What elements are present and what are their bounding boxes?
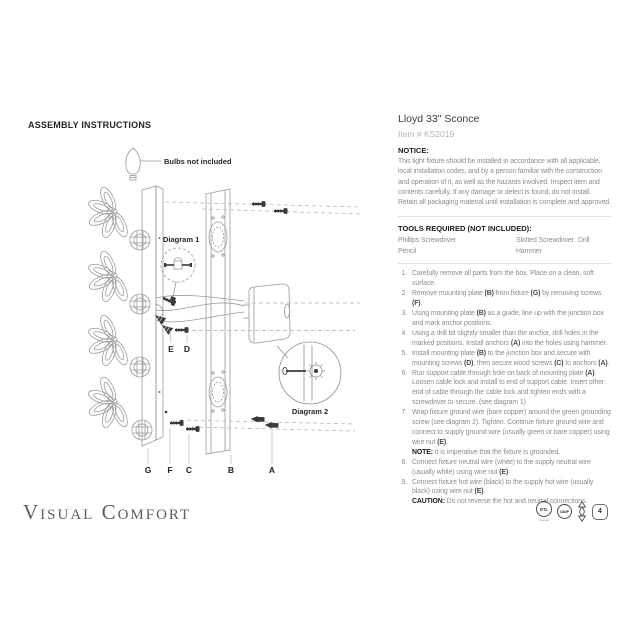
step-text: Using a drill bit slightly smaller than the anchor, drill holes in the marked positions. Install anchors (A) into the holes using hammer. <box>412 329 608 347</box>
step-item <box>398 369 611 409</box>
etl-circle: ETL <box>536 501 552 517</box>
tool-item: Pencil <box>398 248 417 256</box>
step-number: 9. <box>401 478 407 486</box>
instructions-panel <box>398 113 611 507</box>
step-number: 8. <box>401 458 407 466</box>
steps-list <box>398 269 611 507</box>
etl-listed-icon <box>536 501 552 522</box>
step-text: Connect fixture neutral wire (white) to the supply neutral wire (usually white) using wire nut (E). <box>412 458 591 476</box>
part-letter-c: C <box>185 465 193 475</box>
step-text: Run support cable through hole on back of mounting plate (A). Loosen cable lock and install to end of support cable. Insert other end of cable through the cable lock and tighten ends with a screwdriver to secure. (see diagram 1) <box>412 369 605 407</box>
step-number: 7. <box>401 409 407 417</box>
page-number-badge: 4 <box>592 504 608 520</box>
updown-arrow-icon <box>577 501 587 522</box>
notice-body: This light fixture should be installed in accordance with all applicable, local installation codes, and by a person familiar with the construction and operation of it, as well as the hazards involved. Inspect item and contents carefully. If any damage or defect is found, do not install. Retain all packaging material until installation is complete and approved. <box>398 158 611 207</box>
wire-nuts <box>154 296 188 334</box>
fixture-sconce <box>87 185 163 446</box>
step-number: 2. <box>401 290 407 298</box>
part-leaders <box>148 330 272 464</box>
tools-list <box>398 237 611 255</box>
caution-label: CAUTION: <box>412 498 445 506</box>
step-number: 4. <box>401 329 407 337</box>
divider <box>398 216 611 217</box>
part-letter-d: D <box>183 344 191 354</box>
tool-item: Phillips Screwdriver <box>398 237 457 245</box>
tool-item: Drill <box>578 237 590 245</box>
notice-heading: NOTICE: <box>398 146 429 155</box>
step-text: Wrap fixture ground wire (bare copper) around the green grounding screw (see diagram 2). Tighten. Continue fixture ground wire and connect to supply ground wire (usually green or bare copper) using wire nut (E). <box>412 409 611 446</box>
tool-item: Hammer <box>516 248 542 256</box>
step-text: Carefully remove all parts from the box. Place on a clean, soft surface. <box>412 270 594 288</box>
divider <box>398 263 611 264</box>
step-item <box>398 458 611 478</box>
product-title: Lloyd 33" Sconce <box>398 113 480 125</box>
step-text: Install mounting plate (B) to the junction box and secure with mounting screws (D), then secure wood screws (C) to anchors (A). <box>412 349 610 367</box>
damp-rated-icon: DAMP <box>557 504 572 519</box>
step-number: 5. <box>401 349 407 357</box>
certification-marks <box>536 501 608 522</box>
assembly-instructions-heading: ASSEMBLY INSTRUCTIONS <box>28 120 152 130</box>
bulbs-note-label: Bulbs not included <box>164 157 232 166</box>
top-screws <box>165 202 360 214</box>
step-number: 6. <box>401 369 407 377</box>
caution-text: Do not reverse the hot and neutral connections. <box>446 498 588 506</box>
step-text: Connect fixture hot wire (black) to the supply hot wire (usually black) using wire nut (E). <box>412 478 594 496</box>
bulb-icon <box>126 148 161 180</box>
diagram1-label: Diagram 1 <box>163 235 200 244</box>
step-item <box>398 408 611 458</box>
step-item <box>398 269 611 289</box>
item-number: Item # KS2019 <box>398 129 455 139</box>
tools-heading: TOOLS REQUIRED (NOT INCLUDED): <box>398 224 532 234</box>
etl-subtext: Intertek <box>538 518 549 522</box>
diagram2-callout <box>277 342 341 404</box>
part-letter-e: E <box>168 344 174 354</box>
step-number: 3. <box>401 310 407 318</box>
note-text: It is imperative that the fixture is grounded. <box>434 448 561 456</box>
step-text: Remove mounting plate (B) from fixture (G) by removing screws (F). <box>412 290 602 308</box>
part-letter-b: B <box>227 465 235 475</box>
step-item <box>398 329 611 349</box>
step-note <box>412 448 611 458</box>
diagram1-callout <box>161 248 195 302</box>
step-item <box>398 349 611 369</box>
mounting-plate <box>206 189 230 454</box>
part-letter-f: F <box>167 465 173 475</box>
step-item <box>398 289 611 309</box>
part-letter-g: G <box>144 465 152 475</box>
step-text: Using mounting plate (B) as a guide, line up with the junction box and mark anchor positions. <box>412 310 604 328</box>
tool-item: Slotted Screwdriver <box>516 237 574 245</box>
step-number: 1. <box>401 270 407 278</box>
note-label: NOTE: <box>412 448 433 456</box>
diagram2-label: Diagram 2 <box>291 407 329 416</box>
wires <box>156 295 360 330</box>
assembly-diagram <box>30 140 370 488</box>
junction-box <box>243 284 290 343</box>
visual-comfort-logo: Visual Comfort <box>23 500 192 524</box>
part-letter-a: A <box>268 465 276 475</box>
step-item <box>398 309 611 329</box>
